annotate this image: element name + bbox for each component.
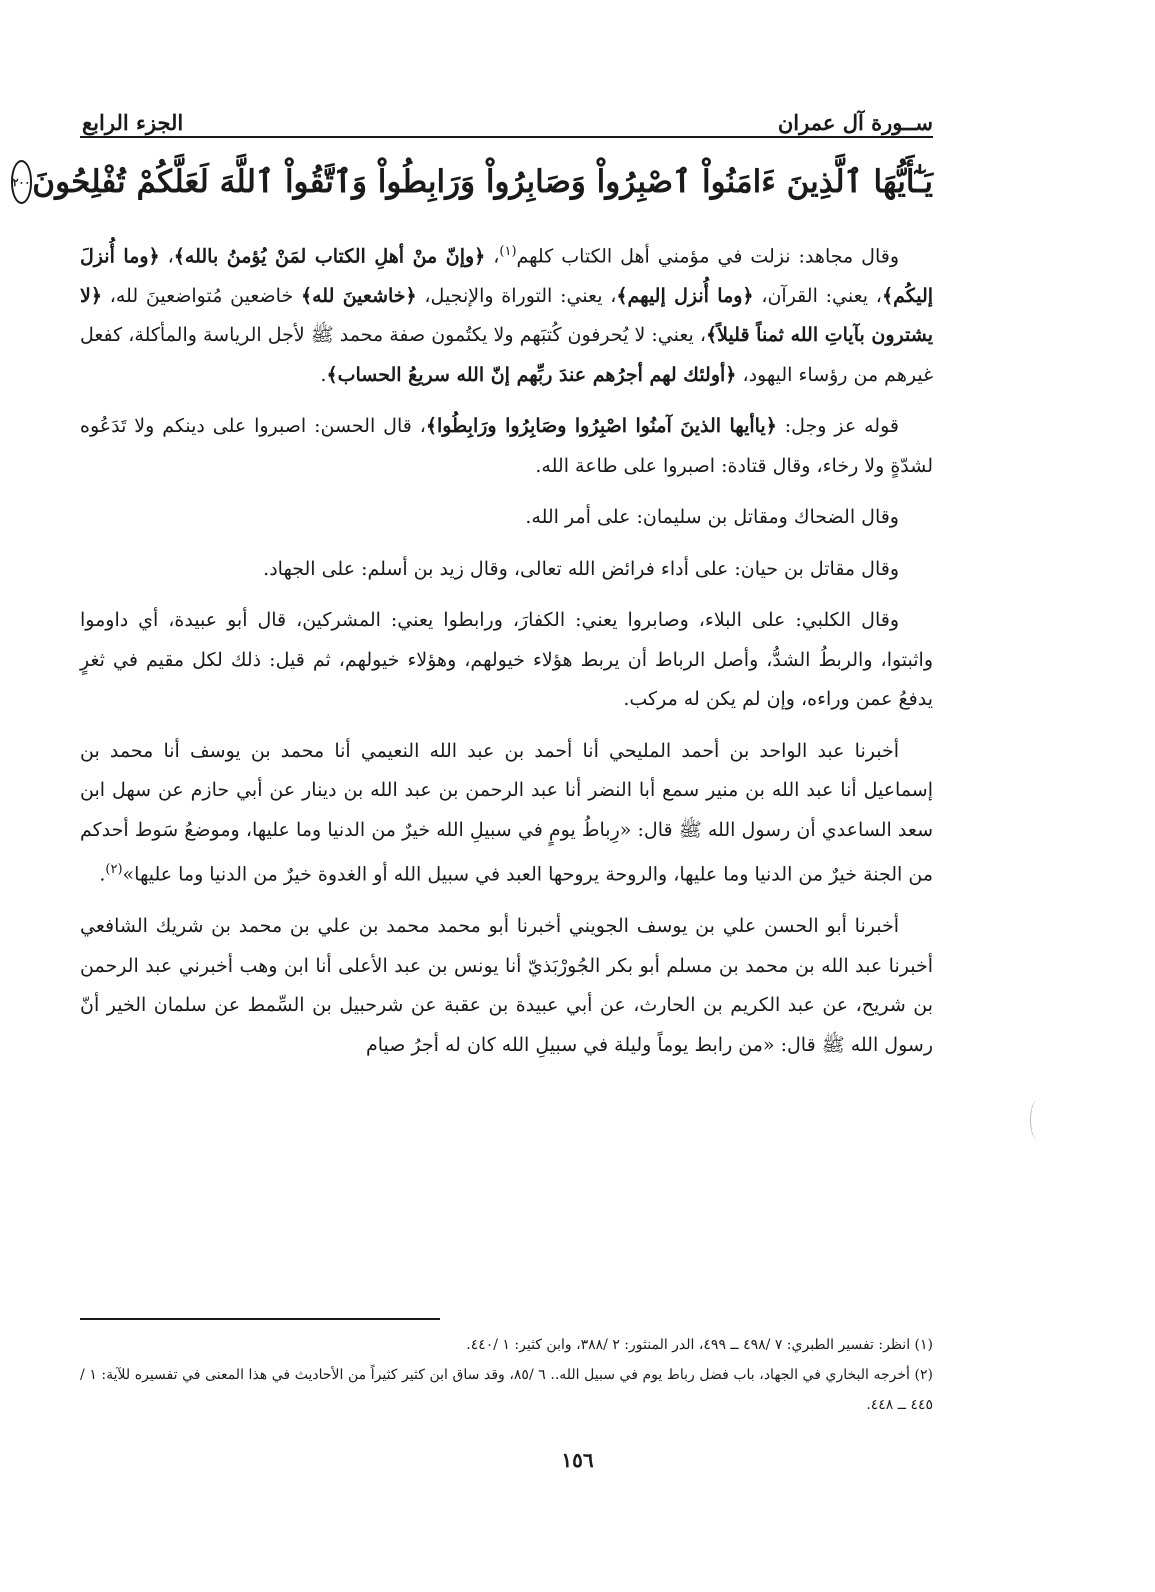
quran-quote: ﴿وما أُنزلَ إليكُم﴾ (80, 245, 934, 307)
text-run: وقال الضحاك ومقاتل بن سليمان: على أمر الله. (525, 506, 899, 529)
commentary-text (80, 232, 933, 1077)
quran-quote: ﴿ياأيها الذينَ آمنُوا اصْبِرُوا وصَابِرُوا ورَابِطُوا﴾ (425, 415, 777, 438)
footnote-divider (80, 1318, 440, 1320)
quran-quote: ﴿أولئك لهم أجرُهم عندَ ربِّهم إنّ الله سريعُ الحساب﴾ (326, 363, 737, 386)
paragraph (80, 907, 933, 1065)
footnote-item: (١) انظر: تفسير الطبري: ٧ /٤٩٨ ــ ٤٩٩، الدر المنثور: ٢ /٣٨٨، وابن كثير: ١ /٤٤٠. (466, 1337, 933, 1353)
margin-mark (1030, 1100, 1045, 1140)
paragraph (80, 498, 933, 538)
text-run: ، يعني: التوراة والإنجيل، (416, 284, 617, 307)
paragraph (80, 601, 933, 720)
quran-quote: ﴿خاشعينَ لله﴾ (300, 284, 417, 307)
footnote-item: (٢) أخرجه البخاري في الجهاد، باب فضل رباط يوم في سبيل الله.. ٦ /٨٥، وقد ساق ابن كثير كثيراً من الأحاديث في هذا المعنى في تفسيره للآية: ١ /٤٤٥ ــ ٤٤٨. (80, 1367, 933, 1413)
running-header (82, 95, 933, 135)
text-run: وقال الكلبي: على البلاء، وصابروا يعني: الكفارَ، ورابطوا يعني: المشركين، قال أبو عبيدة، أي داوموا واثبتوا، والربطُ الشدُّ، وأصل الرباط أن يربط هؤلاء خيولهم، وهؤلاء خيولهم، ثم قيل: ذلك لكل مقيم في ثغرٍ يدفعُ عمن وراءه، وإن لم يكن له مركب. (80, 609, 933, 711)
text-run: ، (159, 245, 174, 268)
verse-text: يَـٰٓأَيُّهَا ٱلَّذِينَ ءَامَنُواْ ٱصْبِرُواْ وَصَابِرُواْ وَرَابِطُواْ وَٱتَّقُواْ ٱللَّهَ لَعَلَّكُمْ تُفْلِحُونَ (32, 164, 933, 200)
quran-quote: ﴿وإنّ منْ أهلِ الكتاب لمَنْ يُؤمنُ بالله﴾ (173, 245, 486, 268)
text-run: قوله عز وجل: (776, 415, 899, 438)
footnote-ref: (٢) (105, 862, 123, 878)
text-run: خاضعين مُتواضعينَ لله، (101, 284, 301, 307)
text-run: ، يعني: القرآن، (753, 284, 882, 307)
quran-verse (12, 152, 933, 212)
text-run: ، يعني: لا يُحرفون كُتبَهم ولا يكتُمون صفة محمد ﷺ لأجل الرياسة والمأكلة، كفعل غيرهم من رؤساء اليهود، (80, 324, 933, 386)
text-run: أخبرنا عبد الواحد بن أحمد المليحي أنا أحمد بن عبد الله النعيمي أنا محمد بن يوسف أنا محمد بن إسماعيل أنا عبد الله بن منير سمع أبا النضر أنا عبد الرحمن بن عبد الله بن دينار عن أبي حازم عن سهل ابن سعد الساعدي أن رسول الله ﷺ قال: «رِباطُ يومٍ في سبيلِ الله خيرٌ من الدنيا وما عليها، وموضعُ سَوط أحدكم من الجنة خيرٌ من الدنيا وما عليها، والروحة يروحها العبد في سبيل الله أو الغدوة خيرٌ من الدنيا وما عليها» (80, 739, 933, 886)
footnotes (80, 1330, 933, 1420)
text-run: وقال مجاهد: نزلت في مؤمني أهل الكتاب كلهم (516, 245, 899, 268)
footnote-ref: (١) (499, 244, 517, 259)
paragraph (80, 550, 933, 590)
text-run: . (320, 363, 327, 386)
text-run: ، (485, 245, 500, 268)
paragraph (80, 732, 933, 895)
paragraph (80, 232, 933, 395)
quran-quote: ﴿لا يشترون بآياتِ الله ثمناً قليلاً﴾ (80, 284, 933, 347)
quran-quote: ﴿وما أُنزل إليهم﴾ (616, 284, 754, 307)
surah-title: ســورة آل عمران (777, 110, 933, 135)
text-run: ، قال الحسن: اصبروا على دينكم ولا تَدَعُوه لشدّةٍ ولا رخاء، وقال قتادة: اصبروا على طاعة الله. (80, 415, 933, 477)
text-run: وقال مقاتل بن حيان: على أداء فرائض الله تعالى، وقال زيد بن أسلم: على الجهاد. (263, 557, 899, 580)
header-divider (80, 136, 933, 138)
paragraph (80, 407, 933, 486)
page-number: ١٥٦ (561, 1448, 594, 1472)
verse-number-marker: ٢٠٠ (11, 160, 33, 204)
text-run: أخبرنا أبو الحسن علي بن يوسف الجويني أخبرنا أبو محمد محمد بن علي بن محمد بن شريك الشافعي أخبرنا عبد الله بن محمد بن مسلم أبو بكر الجُورْبَذيّ أنا يونس بن عبد الأعلى أنا ابن وهب أخبرني عبد الرحمن بن شريح، عن عبد الكريم بن الحارث، عن أبي عبيدة بن عقبة عن شرحبيل بن السِّمط عن سلمان الخير أنّ رسول الله ﷺ قال: «من رابط يوماً وليلة في سبيلِ الله كان له أجرُ صيام (80, 915, 933, 1056)
text-run: . (99, 863, 106, 886)
juz-title: الجزء الرابع (82, 110, 184, 135)
